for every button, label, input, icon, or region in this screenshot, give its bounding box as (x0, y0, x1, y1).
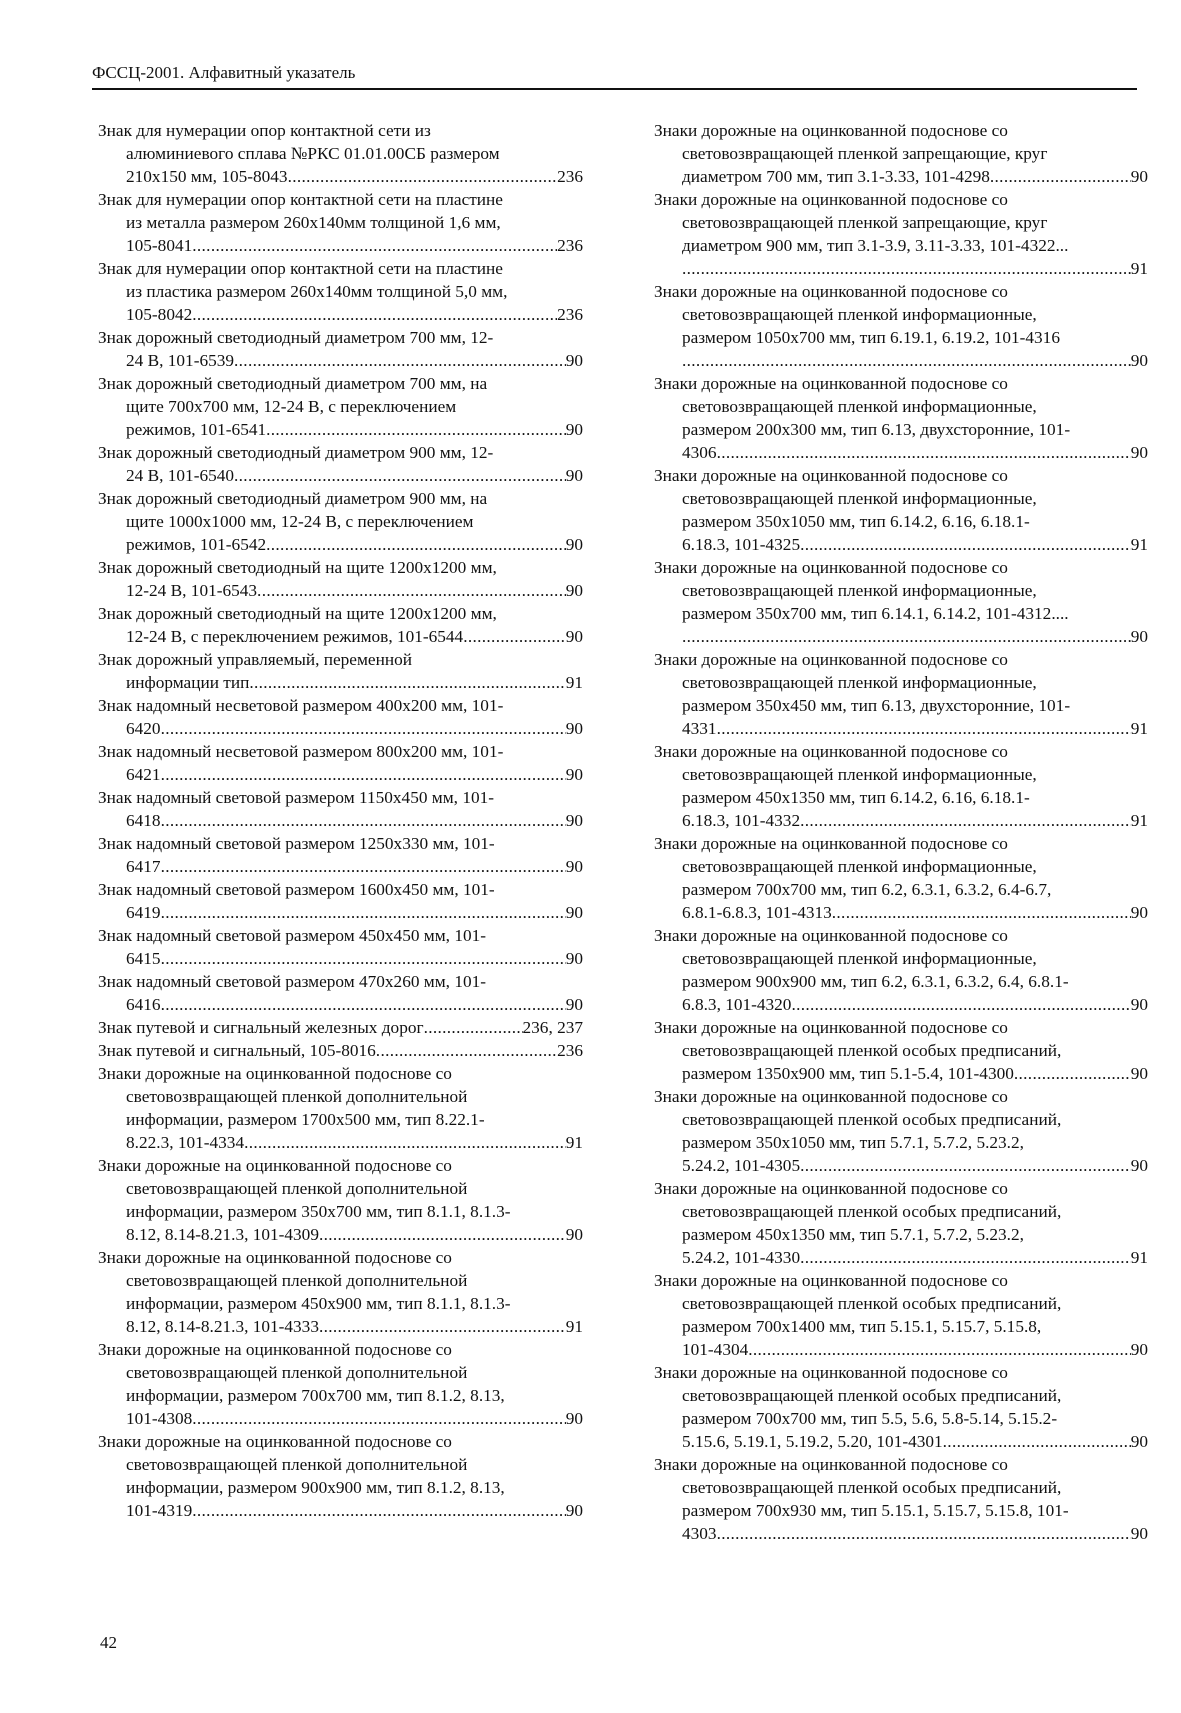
index-entry (654, 464, 1148, 556)
index-entry (654, 280, 1148, 372)
entry-page-ref: 91 (565, 1133, 583, 1152)
entry-page-ref: 90 (565, 581, 583, 600)
entry-text: 8.12, 8.14-8.21.3, 101-4309 (126, 1225, 319, 1244)
entry-last-line (654, 349, 1148, 372)
entry-line: размером 900х900 мм, тип 6.2, 6.3.1, 6.3.2, 6.4, 6.8.1- (682, 972, 1069, 991)
entry-text: 6420 (126, 719, 161, 738)
index-entry (654, 119, 1148, 188)
entry-text: 6419 (126, 903, 161, 922)
entry-page-ref: 90 (1130, 627, 1148, 646)
index-entry (98, 1246, 583, 1338)
entry-page-ref: 91 (1130, 719, 1148, 738)
entry-text: 5.24.2, 101-4330 (682, 1248, 801, 1267)
entry-text: 24 В, 101-6539 (126, 351, 235, 370)
entry-line: Знаки дорожные на оцинкованной подоснове со (654, 650, 1008, 669)
entry-line: Знаки дорожные на оцинкованной подоснове со (654, 1271, 1008, 1290)
dot-leader (192, 234, 557, 257)
index-entry (98, 188, 583, 257)
dot-leader (192, 303, 557, 326)
entry-text: Знак путевой и сигнальный, 105-8016 (98, 1041, 376, 1060)
entry-last-line (98, 947, 583, 970)
entry-last-line (654, 625, 1148, 648)
dot-leader (682, 257, 1131, 280)
entry-last-line (654, 165, 1148, 188)
entry-line: Знаки дорожные на оцинкованной подоснове со (654, 374, 1008, 393)
index-entry (98, 1016, 583, 1039)
entry-page-ref: 91 (565, 673, 583, 692)
entry-text: 4331 (682, 719, 717, 738)
entry-last-line (654, 1430, 1148, 1453)
entry-page-ref: 90 (565, 535, 583, 554)
entry-line: Знаки дорожные на оцинкованной подоснове со (98, 1248, 452, 1267)
dot-leader (161, 717, 566, 740)
entry-line: размером 350х1050 мм, тип 5.7.1, 5.7.2, 5.23.2, (682, 1133, 1024, 1152)
entry-text: 6.8.3, 101-4320 (682, 995, 792, 1014)
entry-page-ref: 90 (1130, 443, 1148, 462)
entry-last-line (98, 763, 583, 786)
entry-line: световозвращающей пленкой информационные, (682, 489, 1037, 508)
entry-line: Знак надомный световой размером 450х450 мм, 101- (98, 926, 486, 945)
entry-page-ref: 90 (565, 627, 583, 646)
entry-line: Знаки дорожные на оцинкованной подоснове со (654, 282, 1008, 301)
entry-text: информации тип (126, 673, 250, 692)
entry-text: режимов, 101-6542 (126, 535, 267, 554)
entry-line: Знаки дорожные на оцинкованной подоснове со (654, 742, 1008, 761)
dot-leader (463, 625, 566, 648)
entry-last-line (654, 257, 1148, 280)
entry-line: щите 700х700 мм, 12-24 В, с переключением (126, 397, 457, 416)
entry-line: световозвращающей пленкой дополнительной (126, 1455, 468, 1474)
entry-line: Знаки дорожные на оцинкованной подоснове со (654, 1179, 1008, 1198)
entry-page-ref: 90 (565, 1225, 583, 1244)
entry-line: Знак надомный световой размером 1150х450 мм, 101- (98, 788, 494, 807)
index-entry (654, 1361, 1148, 1453)
entry-text: 6.8.1-6.8.3, 101-4313 (682, 903, 832, 922)
dot-leader (800, 809, 1131, 832)
dot-leader (244, 1131, 566, 1154)
entry-line: Знак надомный несветовой размером 400х200 мм, 101- (98, 696, 504, 715)
entry-line: размером 450х1350 мм, тип 6.14.2, 6.16, 6.18.1- (682, 788, 1030, 807)
dot-leader (319, 1223, 566, 1246)
entry-line: световозвращающей пленкой особых предписаний, (682, 1294, 1062, 1313)
dot-leader (1014, 1062, 1131, 1085)
dot-leader (161, 947, 566, 970)
index-entry (98, 970, 583, 1016)
entry-last-line (98, 165, 583, 188)
index-entry (98, 1039, 583, 1062)
dot-leader (717, 441, 1131, 464)
entry-line: световозвращающей пленкой особых предписаний, (682, 1041, 1062, 1060)
entry-line: Знак для нумерации опор контактной сети на пластине (98, 259, 503, 278)
dot-leader (266, 533, 566, 556)
index-entry (98, 602, 583, 648)
entry-last-line (654, 901, 1148, 924)
page-number: 42 (100, 1633, 117, 1652)
entry-page-ref: 90 (565, 719, 583, 738)
entry-page-ref: 90 (565, 765, 583, 784)
entry-line: световозвращающей пленкой дополнительной (126, 1271, 468, 1290)
entry-line: световозвращающей пленкой запрещающие, круг (682, 213, 1048, 232)
entry-text: Знак путевой и сигнальный железных дорог (98, 1018, 424, 1037)
entry-line: размером 700х700 мм, тип 5.5, 5.6, 5.8-5.14, 5.15.2- (682, 1409, 1058, 1428)
entry-last-line (98, 303, 583, 326)
entry-text: 4303 (682, 1524, 717, 1543)
index-entry (654, 1453, 1148, 1545)
index-entry (654, 740, 1148, 832)
entry-last-line (654, 1062, 1148, 1085)
dot-leader (257, 579, 566, 602)
entry-line: диаметром 900 мм, тип 3.1-3.9, 3.11-3.33, 101-4322... (682, 236, 1069, 255)
entry-line: Знак надомный световой размером 1250х330 мм, 101- (98, 834, 495, 853)
entry-text: 101-4319 (126, 1501, 193, 1520)
index-entry (654, 188, 1148, 280)
entry-page-ref: 90 (1130, 351, 1148, 370)
entry-last-line (98, 418, 583, 441)
entry-last-line (98, 234, 583, 257)
entry-last-line (98, 464, 583, 487)
dot-leader (192, 1499, 565, 1522)
dot-leader (192, 1407, 565, 1430)
index-entry (654, 372, 1148, 464)
dot-leader (990, 165, 1131, 188)
entry-text: диаметром 700 мм, тип 3.1-3.33, 101-4298 (682, 167, 990, 186)
entry-last-line (98, 533, 583, 556)
entry-page-ref: 90 (1130, 995, 1148, 1014)
entry-line: Знак для нумерации опор контактной сети на пластине (98, 190, 503, 209)
entry-line: Знак дорожный управляемый, переменной (98, 650, 412, 669)
entry-last-line (654, 441, 1148, 464)
entry-line: Знаки дорожные на оцинкованной подоснове со (98, 1340, 452, 1359)
entry-page-ref: 90 (1130, 1524, 1148, 1543)
entry-line: информации, размером 900х900 мм, тип 8.1.2, 8.13, (126, 1478, 505, 1497)
dot-leader (288, 165, 558, 188)
entry-line: алюминиевого сплава №РКС 01.01.00СБ размером (126, 144, 500, 163)
index-entry (654, 1269, 1148, 1361)
entry-line: Знаки дорожные на оцинкованной подоснове со (654, 121, 1008, 140)
dot-leader (682, 625, 1131, 648)
entry-last-line (654, 809, 1148, 832)
index-entry (98, 924, 583, 970)
entry-page-ref: 90 (1130, 903, 1148, 922)
entry-line: Знак надомный несветовой размером 800х200 мм, 101- (98, 742, 504, 761)
entry-line: Знак дорожный светодиодный диаметром 900 мм, на (98, 489, 488, 508)
entry-page-ref: 90 (565, 811, 583, 830)
entry-text: 5.24.2, 101-4305 (682, 1156, 801, 1175)
dot-leader (234, 464, 566, 487)
entry-line: из пластика размером 260х140мм толщиной 5,0 мм, (126, 282, 508, 301)
index-entry (98, 257, 583, 326)
entry-line: световозвращающей пленкой особых предписаний, (682, 1202, 1062, 1221)
entry-line: световозвращающей пленкой информационные, (682, 857, 1037, 876)
header-rule (92, 88, 1137, 90)
entry-last-line (98, 579, 583, 602)
entry-last-line (98, 901, 583, 924)
entry-line: информации, размером 700х700 мм, тип 8.1.2, 8.13, (126, 1386, 505, 1405)
entry-text: 8.12, 8.14-8.21.3, 101-4333 (126, 1317, 319, 1336)
index-column-left (98, 119, 583, 1522)
entry-page-ref: 236 (557, 305, 583, 324)
running-header: ФССЦ-2001. Алфавитный указатель (92, 63, 356, 82)
entry-last-line (654, 717, 1148, 740)
dot-leader (682, 349, 1131, 372)
entry-text: 6.18.3, 101-4325 (682, 535, 801, 554)
entry-last-line (654, 1246, 1148, 1269)
entry-line: световозвращающей пленкой особых предписаний, (682, 1386, 1062, 1405)
entry-last-line (98, 349, 583, 372)
entry-line: Знак дорожный светодиодный на щите 1200х1200 мм, (98, 558, 497, 577)
index-entry (98, 878, 583, 924)
index-entry (98, 1430, 583, 1522)
entry-page-ref: 90 (565, 466, 583, 485)
entry-text: 210х150 мм, 105-8043 (126, 167, 288, 186)
entry-page-ref: 90 (565, 420, 583, 439)
entry-page-ref: 90 (1130, 1156, 1148, 1175)
entry-line: информации, размером 350х700 мм, тип 8.1.1, 8.1.3- (126, 1202, 511, 1221)
entry-line: Знаки дорожные на оцинкованной подоснове со (98, 1432, 452, 1451)
index-entry (98, 786, 583, 832)
index-entry (654, 1016, 1148, 1085)
entry-line: размером 700х930 мм, тип 5.15.1, 5.15.7, 5.15.8, 101- (682, 1501, 1069, 1520)
entry-line: информации, размером 450х900 мм, тип 8.1.1, 8.1.3- (126, 1294, 511, 1313)
entry-line: размером 350х450 мм, тип 6.13, двухсторонние, 101- (682, 696, 1071, 715)
dot-leader (748, 1338, 1130, 1361)
entry-page-ref: 91 (1130, 535, 1148, 554)
index-entry (98, 119, 583, 188)
entry-page-ref: 90 (565, 995, 583, 1014)
entry-page-ref: 90 (1130, 1340, 1148, 1359)
entry-page-ref: 90 (565, 857, 583, 876)
entry-line: Знаки дорожные на оцинкованной подоснове со (654, 834, 1008, 853)
entry-last-line (98, 1131, 583, 1154)
entry-last-line (654, 533, 1148, 556)
index-entry (98, 648, 583, 694)
dot-leader (161, 763, 566, 786)
entry-text: 12-24 В, с переключением режимов, 101-6544 (126, 627, 464, 646)
entry-line: световозвращающей пленкой информационные, (682, 673, 1037, 692)
entry-last-line (98, 1223, 583, 1246)
entry-line: световозвращающей пленкой дополнительной (126, 1087, 468, 1106)
entry-line: Знак для нумерации опор контактной сети из (98, 121, 431, 140)
entry-last-line (98, 993, 583, 1016)
entry-page-ref: 91 (1130, 811, 1148, 830)
entry-text: 6418 (126, 811, 161, 830)
dot-leader (161, 901, 566, 924)
entry-line: Знаки дорожные на оцинкованной подоснове со (654, 1018, 1008, 1037)
entry-line: размером 700х1400 мм, тип 5.15.1, 5.15.7, 5.15.8, (682, 1317, 1042, 1336)
dot-leader (249, 671, 565, 694)
entry-line: световозвращающей пленкой информационные, (682, 949, 1037, 968)
entry-page-ref: 90 (1130, 167, 1148, 186)
entry-line: световозвращающей пленкой информационные, (682, 765, 1037, 784)
entry-text: 12-24 В, 101-6543 (126, 581, 258, 600)
entry-page-ref: 90 (565, 949, 583, 968)
index-entry (654, 924, 1148, 1016)
entry-last-line (98, 1315, 583, 1338)
entry-page-ref: 90 (565, 1409, 583, 1428)
entry-line: Знак надомный световой размером 470х260 мм, 101- (98, 972, 486, 991)
index-entry (98, 694, 583, 740)
index-entry (654, 648, 1148, 740)
entry-text: 5.15.6, 5.19.1, 5.19.2, 5.20, 101-4301 (682, 1432, 943, 1451)
entry-line: Знаки дорожные на оцинкованной подоснове со (654, 1455, 1008, 1474)
entry-line: Знаки дорожные на оцинкованной подоснове со (98, 1064, 452, 1083)
index-entry (654, 1085, 1148, 1177)
entry-page-ref: 236, 237 (522, 1018, 583, 1037)
entry-page-ref: 236 (557, 167, 583, 186)
index-entry (98, 372, 583, 441)
entry-page-ref: 236 (557, 236, 583, 255)
dot-leader (800, 1154, 1131, 1177)
entry-text: 24 В, 101-6540 (126, 466, 235, 485)
index-entry (98, 487, 583, 556)
index-entry (98, 441, 583, 487)
entry-page-ref: 91 (1130, 1248, 1148, 1267)
entry-last-line (98, 625, 583, 648)
entry-last-line (98, 671, 583, 694)
entry-page-ref: 90 (565, 903, 583, 922)
index-entry (98, 740, 583, 786)
entry-last-line (98, 717, 583, 740)
entry-line: Знаки дорожные на оцинкованной подоснове со (98, 1156, 452, 1175)
entry-text: 6417 (126, 857, 161, 876)
entry-line: световозвращающей пленкой дополнительной (126, 1179, 468, 1198)
entry-line: из металла размером 260х140мм толщиной 1,6 мм, (126, 213, 501, 232)
entry-page-ref: 91 (1130, 259, 1148, 278)
entry-text: 4306 (682, 443, 717, 462)
dot-leader (800, 1246, 1131, 1269)
entry-line: Знак дорожный светодиодный диаметром 900 мм, 12- (98, 443, 494, 462)
entry-page-ref: 91 (565, 1317, 583, 1336)
entry-page-ref: 236 (557, 1041, 583, 1060)
entry-text: 8.22.3, 101-4334 (126, 1133, 245, 1152)
entry-line: Знаки дорожные на оцинкованной подоснове со (654, 926, 1008, 945)
entry-line: световозвращающей пленкой запрещающие, круг (682, 144, 1048, 163)
entry-page-ref: 90 (1130, 1064, 1148, 1083)
entry-page-ref: 90 (565, 1501, 583, 1520)
entry-line: световозвращающей пленкой информационные, (682, 581, 1037, 600)
entry-text: 105-8041 (126, 236, 193, 255)
index-entry (98, 1154, 583, 1246)
entry-line: световозвращающей пленкой информационные, (682, 397, 1037, 416)
dot-leader (319, 1315, 566, 1338)
dot-leader (376, 1039, 557, 1062)
entry-line: размером 350х700 мм, тип 6.14.1, 6.14.2, 101-4312.... (682, 604, 1069, 623)
entry-line: Знаки дорожные на оцинкованной подоснове со (654, 558, 1008, 577)
entry-text: режимов, 101-6541 (126, 420, 267, 439)
entry-last-line (98, 1016, 583, 1039)
entry-last-line (654, 993, 1148, 1016)
dot-leader (234, 349, 566, 372)
entry-text: размером 1350х900 мм, тип 5.1-5.4, 101-4300 (682, 1064, 1014, 1083)
entry-text: 101-4304 (682, 1340, 749, 1359)
entry-last-line (98, 1039, 583, 1062)
entry-last-line (654, 1522, 1148, 1545)
dot-leader (266, 418, 566, 441)
entry-line: Знак дорожный светодиодный диаметром 700 мм, на (98, 374, 488, 393)
entry-line: световозвращающей пленкой дополнительной (126, 1363, 468, 1382)
entry-line: размером 1050х700 мм, тип 6.19.1, 6.19.2, 101-4316 (682, 328, 1060, 347)
entry-text: 6421 (126, 765, 161, 784)
entry-line: информации, размером 1700х500 мм, тип 8.22.1- (126, 1110, 485, 1129)
index-entry (654, 832, 1148, 924)
dot-leader (943, 1430, 1131, 1453)
entry-last-line (654, 1338, 1148, 1361)
dot-leader (161, 809, 566, 832)
index-entry (98, 1338, 583, 1430)
dot-leader (832, 901, 1131, 924)
index-entry (654, 1177, 1148, 1269)
index-entry (98, 832, 583, 878)
entry-page-ref: 90 (565, 351, 583, 370)
entry-text: 6415 (126, 949, 161, 968)
entry-line: Знаки дорожные на оцинкованной подоснове со (654, 466, 1008, 485)
entry-line: световозвращающей пленкой особых предписаний, (682, 1110, 1062, 1129)
entry-line: размером 700х700 мм, тип 6.2, 6.3.1, 6.3.2, 6.4-6.7, (682, 880, 1052, 899)
dot-leader (717, 1522, 1131, 1545)
dot-leader (161, 855, 566, 878)
entry-last-line (98, 1499, 583, 1522)
entry-line: размером 450х1350 мм, тип 5.7.1, 5.7.2, 5.23.2, (682, 1225, 1024, 1244)
entry-last-line (654, 1154, 1148, 1177)
dot-leader (800, 533, 1131, 556)
entry-last-line (98, 809, 583, 832)
index-entry (98, 1062, 583, 1154)
entry-text: 105-8042 (126, 305, 193, 324)
entry-page-ref: 90 (1130, 1432, 1148, 1451)
entry-line: световозвращающей пленкой информационные, (682, 305, 1037, 324)
entry-line: Знак дорожный светодиодный диаметром 700 мм, 12- (98, 328, 494, 347)
entry-line: щите 1000х1000 мм, 12-24 В, с переключением (126, 512, 474, 531)
dot-leader (424, 1016, 523, 1039)
entry-text: 6416 (126, 995, 161, 1014)
entry-line: Знак надомный световой размером 1600х450 мм, 101- (98, 880, 495, 899)
entry-text: 6.18.3, 101-4332 (682, 811, 801, 830)
index-entry (98, 556, 583, 602)
dot-leader (791, 993, 1130, 1016)
entry-last-line (98, 1407, 583, 1430)
entry-line: размером 200х300 мм, тип 6.13, двухсторонние, 101- (682, 420, 1071, 439)
entry-line: Знаки дорожные на оцинкованной подоснове со (654, 1363, 1008, 1382)
index-entry (98, 326, 583, 372)
entry-text: 101-4308 (126, 1409, 193, 1428)
dot-leader (161, 993, 566, 1016)
entry-line: световозвращающей пленкой особых предписаний, (682, 1478, 1062, 1497)
entry-line: Знаки дорожные на оцинкованной подоснове со (654, 190, 1008, 209)
entry-line: Знак дорожный светодиодный на щите 1200х1200 мм, (98, 604, 497, 623)
entry-line: размером 350х1050 мм, тип 6.14.2, 6.16, 6.18.1- (682, 512, 1030, 531)
dot-leader (717, 717, 1131, 740)
index-column-right (654, 119, 1148, 1545)
entry-last-line (98, 855, 583, 878)
index-entry (654, 556, 1148, 648)
entry-line: Знаки дорожные на оцинкованной подоснове со (654, 1087, 1008, 1106)
